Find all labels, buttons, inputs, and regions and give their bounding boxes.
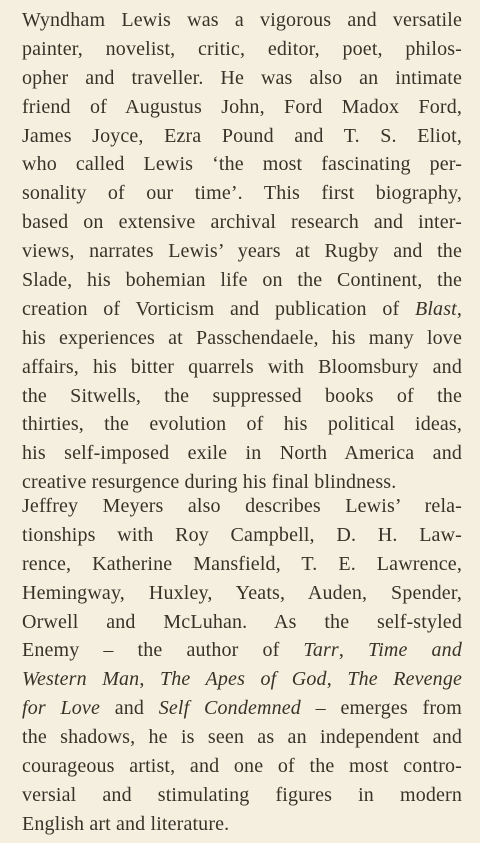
text-line: [22, 6, 462, 35]
italic-title: Tarr: [303, 639, 339, 662]
text-line: [22, 237, 462, 266]
text-run: who called Lewis ‘the most fascinating per-: [22, 153, 462, 176]
text-run: – emerges from: [300, 697, 462, 720]
text-line: [22, 93, 462, 122]
text-line: [22, 179, 462, 208]
text-line: [22, 122, 462, 151]
italic-title: Time and: [368, 639, 462, 662]
text-run: based on extensive archival research and inter-: [22, 211, 462, 234]
text-run: Orwell and McLuhan. As the self-styled: [22, 610, 462, 633]
text-run: painter, novelist, critic, editor, poet, philos-: [22, 37, 462, 60]
text-run: and: [99, 697, 159, 720]
text-line: [22, 521, 462, 550]
text-run: Wyndham Lewis was a vigorous and versatile: [22, 9, 462, 31]
text-run: opher and traveller. He was also an intimate: [22, 66, 462, 89]
text-run: ,: [338, 639, 369, 662]
text-line: [22, 353, 462, 382]
italic-title: The Apes of God: [159, 668, 327, 691]
text-run: tionships with Roy Campbell, D. H. Law-: [22, 523, 462, 546]
text-run: ,: [456, 297, 462, 320]
text-line: [22, 608, 462, 637]
text-run: rence, Katherine Mansfield, T. E. Lawrence,: [22, 552, 462, 575]
text-line: [22, 694, 462, 723]
text-run: sonality of our time’. This first biography,: [22, 182, 462, 205]
text-line: [22, 266, 462, 295]
text-run: the shadows, he is seen as an independent and: [22, 726, 462, 749]
text-line: [22, 752, 462, 781]
text-run: creative resurgence during his final blindness.: [22, 471, 397, 494]
text-line: [22, 636, 462, 665]
italic-title: Self Condemned: [158, 697, 301, 720]
text-line: [22, 492, 462, 521]
text-line: [22, 723, 462, 752]
text-line: [22, 810, 462, 839]
italic-title: Blast: [414, 297, 457, 320]
text-line: [22, 781, 462, 810]
text-run: Slade, his bohemian life on the Continent, the: [22, 269, 462, 292]
text-run: ,: [326, 668, 348, 691]
italic-title: Western Man: [22, 668, 140, 691]
text-run: the Sitwells, the suppressed books of the: [22, 384, 462, 407]
text-line: [22, 35, 462, 64]
text-line: [22, 150, 462, 179]
text-run: Enemy – the author of: [22, 639, 304, 662]
text-run: his experiences at Passchendaele, his many love: [22, 326, 462, 349]
text-run: ,: [139, 668, 160, 691]
text-run: thirties, the evolution of his political ideas,: [22, 413, 462, 436]
text-line: [22, 410, 462, 439]
text-run: views, narrates Lewis’ years at Rugby and the: [22, 240, 462, 263]
text-line: [22, 439, 462, 468]
text-run: creation of Vorticism and publication of: [22, 297, 415, 320]
text-line: [22, 208, 462, 237]
text-line: [22, 579, 462, 608]
text-run: Hemingway, Huxley, Yeats, Auden, Spender,: [22, 581, 462, 604]
text-run: friend of Augustus John, Ford Madox Ford,: [22, 95, 462, 118]
text-line: [22, 324, 462, 353]
italic-title: The Revenge: [347, 668, 462, 691]
text-line: [22, 295, 462, 324]
italic-title: for Love: [22, 697, 100, 720]
text-run: affairs, his bitter quarrels with Bloomsbury and: [22, 355, 462, 378]
text-run: courageous artist, and one of the most contro-: [22, 755, 462, 778]
paragraph-relationships-summary: [22, 492, 462, 839]
text-run: English art and literature.: [22, 812, 230, 835]
paragraph-biography-summary: [22, 6, 462, 497]
text-run: Jeffrey Meyers also describes Lewis’ rela-: [22, 495, 462, 517]
text-run: his self-imposed exile in North America and: [22, 442, 462, 465]
text-line: [22, 64, 462, 93]
text-line: [22, 550, 462, 579]
text-run: James Joyce, Ezra Pound and T. S. Eliot,: [22, 124, 462, 147]
text-line: [22, 382, 462, 411]
text-line: [22, 665, 462, 694]
text-run: versial and stimulating figures in modern: [22, 783, 462, 806]
